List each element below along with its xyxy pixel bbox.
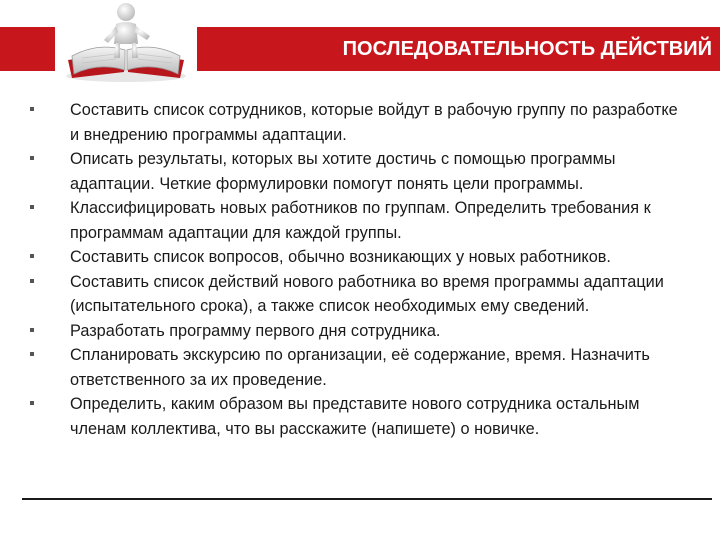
list-item: [30, 196, 690, 245]
list-item: [30, 319, 690, 344]
header-bar-left: [0, 27, 55, 71]
bullet-icon: [30, 352, 34, 356]
bullet-icon: [30, 279, 34, 283]
list-item: [30, 270, 690, 319]
step-text: Составить список вопросов, обычно возникающих у новых работников.: [70, 248, 611, 266]
page-title: ПОСЛЕДОВАТЕЛЬНОСТЬ ДЕЙСТВИЙ: [342, 38, 712, 60]
bullet-icon: [30, 401, 34, 405]
bullet-icon: [30, 205, 34, 209]
list-item: [30, 245, 690, 270]
list-item: [30, 392, 690, 441]
divider-line: [22, 498, 712, 500]
bullet-icon: [30, 107, 34, 111]
bullet-icon: [30, 328, 34, 332]
step-text: Спланировать экскурсию по организации, её содержание, время. Назначить ответственного за их проведение.: [70, 346, 650, 389]
step-text: Составить список действий нового работника во время программы адаптации (испытательного срока), а также список необходимых ему сведений.: [70, 272, 664, 315]
list-item: [30, 343, 690, 392]
list-item: [30, 98, 690, 147]
step-text: Описать результаты, которых вы хотите достичь с помощью программы адаптации. Четкие формулировки помогут понять цели программы.: [70, 150, 616, 193]
step-text: Разработать программу первого дня сотрудника.: [70, 321, 441, 340]
step-text: Составить список сотрудников, которые войдут в рабочую группу по разработке и внедрению программы адаптации.: [70, 101, 678, 144]
bullet-icon: [30, 254, 34, 258]
step-text: Классифицировать новых работников по группам. Определить требования к программам адаптации для каждой группы.: [70, 199, 651, 242]
bullet-icon: [30, 156, 34, 160]
list-item: [30, 147, 690, 196]
steps-list: [30, 98, 690, 441]
figure-with-open-book-icon: [58, 0, 196, 84]
step-text: Определить, каким образом вы представите нового сотрудника остальным членам коллектива, что вы расскажите (напишете) о новичке.: [70, 395, 640, 438]
